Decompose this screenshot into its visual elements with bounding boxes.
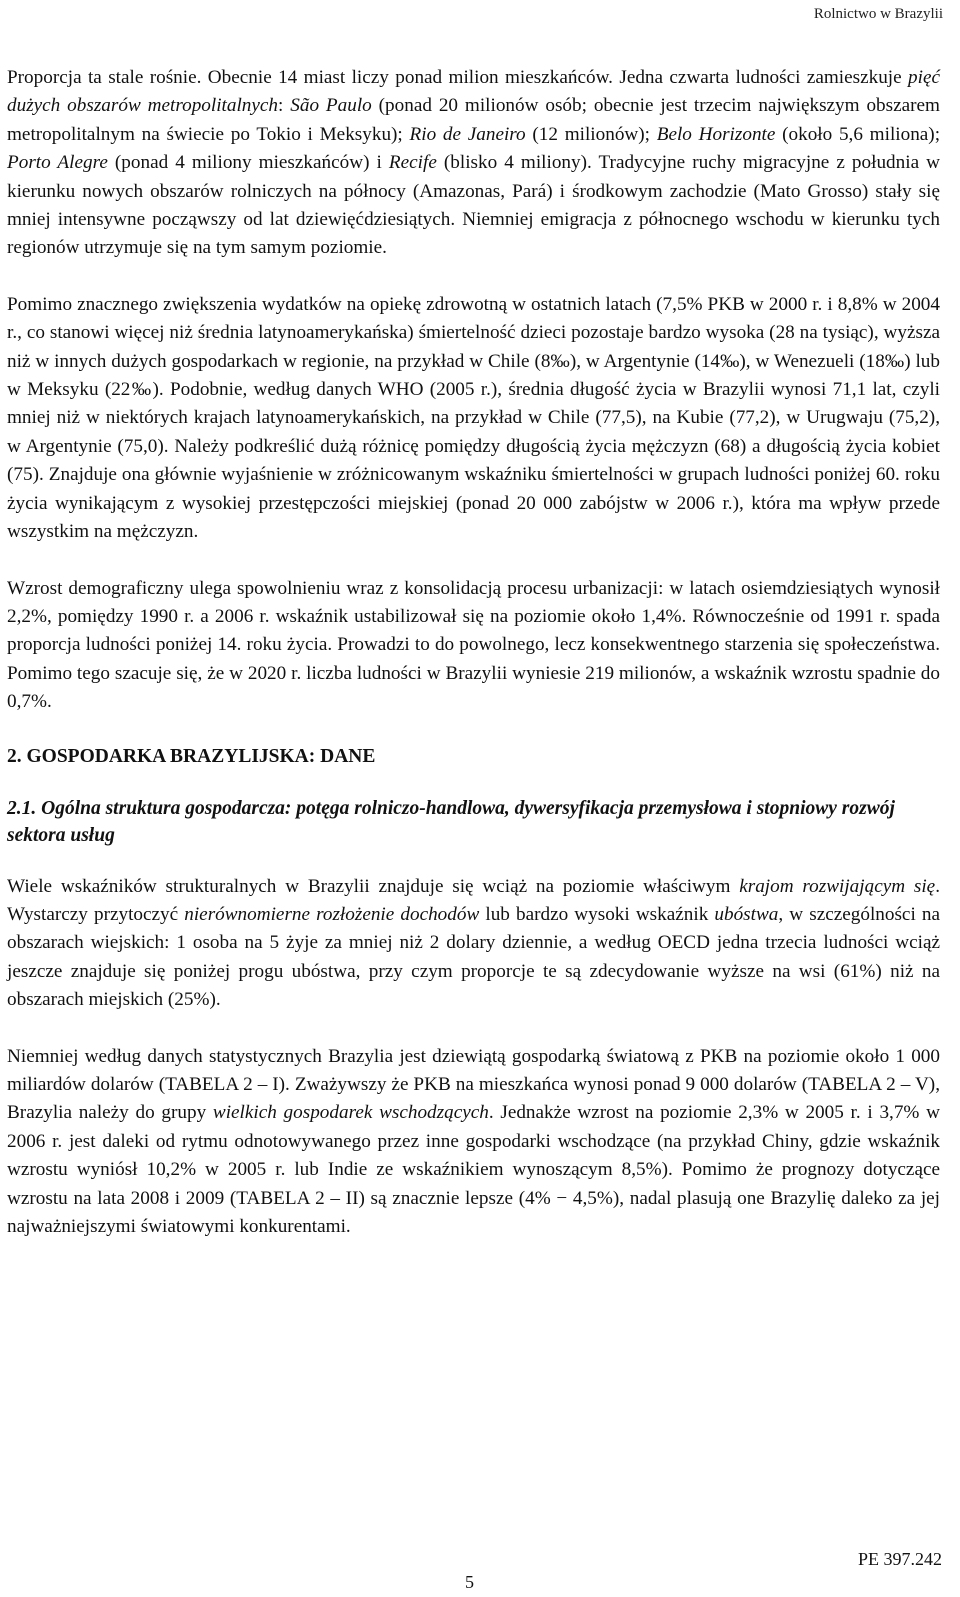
emphasis-text: krajom rozwijającym się <box>739 875 936 897</box>
emphasis-text: Porto Alegre <box>7 152 108 174</box>
text-run: Niemniej według danych statystycznych Brazylia jest dziewiątą gospodarką światową z PKB na poziomie około 1 000 miliardów dolarów (TABELA 2 – I). Zważywszy że PKB na mieszkańca wynosi ponad 9 000 dolarów (TABELA 2 – V), Brazylia należy do grupy <box>7 1045 940 1124</box>
section-heading: 2. GOSPODARKA BRAZYLIJSKA: DANE <box>7 745 376 767</box>
text-run: . Wystarczy przytoczyć <box>7 875 940 925</box>
text-run: Pomimo znacznego zwiększenia wydatków na opiekę zdrowotną w ostatnich latach (7,5% PKB w 2000 r. i 8,8% w 2004 r., co stanowi więcej niż średnia latynoamerykańska) śmiertelność dzieci pozostaje bardzo wysoka (28 na tysiąc), wyższa niż w innych dużych gospodarkach w regionie, na przykład w Chile (8‰), w Argentynie (14‰), w Wenezueli (18‰) lub w Meksyku (22‰). Podobnie, według danych WHO (2005 r.), średnia długość życia w Brazylii wynosi 71,1 lat, czyli mniej niż w niektórych krajach latynoamerykańskich, na przykład w Chile (77,5), na Kubie (77,2), w Urugwaju (75,2), w Argentynie (75,0). Należy podkreślić dużą różnicę pomiędzy długością życia mężczyzn (68) a długością życia kobiet (75). Znajduje ona głównie wyjaśnienie w zróżnicowanym wskaźniku śmiertelności w grupach ludności poniżej 60. roku życia wynikającym z wysokiej przestępczości miejskiej (ponad 20 000 zabójstw w 2006 r.), która ma wpływ przede wszystkim na mężczyzn. <box>7 293 940 543</box>
paragraph-gdp <box>7 1043 940 1242</box>
emphasis-text: Rio de Janeiro <box>409 123 526 145</box>
text-run: (ponad 4 miliony mieszkańców) i <box>107 152 389 174</box>
page-number: 5 <box>465 1572 474 1592</box>
emphasis-text: Recife <box>388 152 437 174</box>
running-header: Rolnictwo w Brazylii <box>813 6 943 22</box>
text-run: (12 milionów); <box>525 123 657 145</box>
emphasis-text: pięć dużych obszarów metropolitalnych <box>7 67 940 117</box>
emphasis-text: São Paulo <box>290 95 372 117</box>
text-run: (około 5,6 miliona); <box>775 123 941 145</box>
emphasis-text: ubóstwa <box>714 903 779 925</box>
paragraph-urbanization <box>7 64 940 263</box>
text-run: : <box>278 95 291 117</box>
document-body <box>7 64 940 1241</box>
emphasis-text: nierównomierne rozłożenie dochodów <box>184 903 480 925</box>
emphasis-text: Belo Horizonte <box>656 123 776 145</box>
emphasis-text: wielkich gospodarek wschodzących <box>212 1102 489 1124</box>
subsection-heading: 2.1. Ogólna struktura gospodarcza: potęga rolniczo-handlowa, dywersyfikacja przemysłowa i stopniowy rozwój sektora usług <box>7 797 895 846</box>
text-run: lub bardzo wysoki wskaźnik <box>479 903 715 925</box>
paragraph-health <box>7 291 940 547</box>
paragraph-demography <box>7 575 940 717</box>
paragraph-structural-indicators <box>7 873 940 1015</box>
text-run: Wiele wskaźników strukturalnych w Brazylii znajduje się wciąż na poziomie właściwym <box>7 875 740 897</box>
text-run: Wzrost demograficzny ulega spowolnieniu wraz z konsolidacją procesu urbanizacji: w latach osiemdziesiątych wynosił 2,2%, pomiędzy 1990 r. a 2006 r. wskaźnik ustabilizował się na poziomie około 1,4%. Równocześnie od 1991 r. spada proporcja ludności poniżej 14. roku życia. Prowadzi to do powolnego, lecz konsekwentnego starzenia się społeczeństwa. Pomimo tego szacuje się, że w 2020 r. liczba ludności w Brazylii wyniesie 219 milionów, a wskaźnik wzrostu spadnie do 0,7%. <box>7 577 940 713</box>
text-run: Proporcja ta stale rośnie. Obecnie 14 miast liczy ponad milion mieszkańców. Jedna czwarta ludności zamieszkuje <box>7 67 909 88</box>
text-run: , w szczególności na obszarach wiejskich: 1 osoba na 5 żyje za mniej niż 2 dolary dziennie, a według OECD jedna trzecia ludności wciąż jeszcze znajduje się poniżej progu ubóstwa, przy czym proporcje te są zdecydowanie wyższe na wsi (61%) niż na obszarach miejskich (25%). <box>7 903 940 1011</box>
document-reference: PE 397.242 <box>857 1549 942 1569</box>
text-run: . Jednakże wzrost na poziomie 2,3% w 2005 r. i 3,7% w 2006 r. jest daleki od rytmu odnotowywanego przez inne gospodarki wschodzące (na przykład Chiny, gdzie wskaźnik wzrostu wyniósł 10,2% w 2005 r. lub Indie ze wskaźnikiem wynoszącym 8,5%). Pomimo że prognozy dotyczące wzrostu na lata 2008 i 2009 (TABELA 2 – II) są znacznie lepsze (4% − 4,5%), nadal plasują one Brazylię daleko za jej najważniejszymi światowymi konkurentami. <box>7 1102 940 1237</box>
text-run: (blisko 4 miliony). Tradycyjne ruchy migracyjne z południa w kierunku nowych obszarów rolniczych na północy (Amazonas, Pará) i środkowym zachodzie (Mato Grosso) stały się mniej intensywne począwszy od lat dziewięćdziesiątych. Niemniej emigracja z północnego wschodu w kierunku tych regionów utrzymuje się na tym samym poziomie. <box>7 152 940 259</box>
text-run: (ponad 20 milionów osób; obecnie jest trzecim największym obszarem metropolitalnym na świecie po Tokio i Meksyku); <box>7 95 940 145</box>
